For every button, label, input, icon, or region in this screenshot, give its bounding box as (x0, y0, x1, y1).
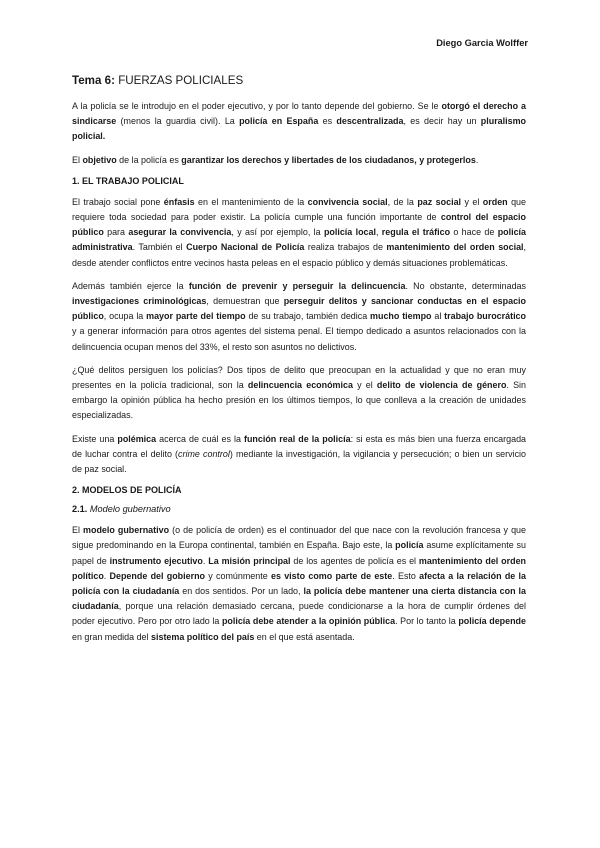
subsection-heading-modelo-gubernativo: 2.1. Modelo gubernativo (72, 504, 171, 515)
objective-paragraph: El objetivo de la policía es garantizar los derechos y libertades de los ciudadanos, y protegerlos. (72, 154, 479, 165)
document-body (72, 74, 526, 653)
paragraph-delincuencia: Además también ejerce la función de prevenir y perseguir la delincuencia. No obstante, determinadas investigaciones criminológicas, demuestran que perseguir delitos y sancionar conductas en el espacio público, ocupa la mayor parte del tiempo de su trabajo, también dedica mucho tiempo al trabajo burocrático y a generar información para otros agentes del sistema penal. El tiempo dedicado a asuntos relacionados con la delincuencia ocupan menos del 33%, el resto son asuntos no delictivos. (72, 280, 526, 352)
author-header: Diego Garcia Wolffer (436, 38, 528, 48)
paragraph-trabajo-social: El trabajo social pone énfasis en el mantenimiento de la convivencia social, de la paz social y el orden que requiere toda sociedad para poder existir. La policía cumple una función importante de control del espacio público para asegurar la convivencia, y así por ejemplo, la policía local, regula el tráfico o hace de policía administrativa. También el Cuerpo Nacional de Policía realiza trabajos de mantenimiento del orden social, desde atender conflictos entre vecinos hasta peleas en el espacio público y demás situaciones problemáticas. (72, 196, 527, 268)
section-heading-trabajo-policial: 1. EL TRABAJO POLICIAL (72, 175, 184, 186)
section-heading-modelos-policia: 2. MODELOS DE POLICÍA (72, 485, 182, 496)
intro-paragraph: A la policía se le introdujo en el poder ejecutivo, y por lo tanto depende del gobierno. Se le otorgó el derecho a sindicarse (menos la guardia civil). La policía en España es descentralizada, es decir hay un pluralismo policial. (72, 101, 526, 142)
page-title: Tema 6: FUERZAS POLICIALES (72, 74, 244, 87)
paragraph-modelo-gubernativo: El modelo gubernativo (o de policía de orden) es el continuador del que nace con la revolución francesa y que sigue predominando en la Europa continental, también en España. Bajo este, la policía asume explícitamente su papel de instrumento ejecutivo. La misión principal de los agentes de policía es el mantenimiento del orden político. Depende del gobierno y comúnmente es visto como parte de este. Esto afecta a la relación de la policía con la ciudadanía en dos sentidos. Por un lado, la policía debe mantener una cierta distancia con la ciudadanía, porque una relación demasiado cercana, puede condicionarse a la hora de cumplir órdenes del poder ejecutivo. Pero por otro lado la policía debe atender a la opinión pública. Por lo tanto la policía depende en gran medida del sistema político del país en el que está asentada. (72, 525, 526, 642)
paragraph-delitos: ¿Qué delitos persiguen los policías? Dos tipos de delito que preocupan en la actualidad y que no eran muy presentes en la policía tradicional, son la delincuencia económica y el delito de violencia de género. Sin embargo la opinión pública ha hecho presión en los últimos tiempos, lo que conlleva a la creación de unidades especializadas. (72, 364, 527, 421)
paragraph-polemica: Existe una polémica acerca de cuál es la función real de la policía: si esta es más bien una fuerza encargada de luchar contra el delito (crime control) mediante la investigación, la vigilancia y persecución; o bien un servicio de paz social. (72, 433, 527, 475)
